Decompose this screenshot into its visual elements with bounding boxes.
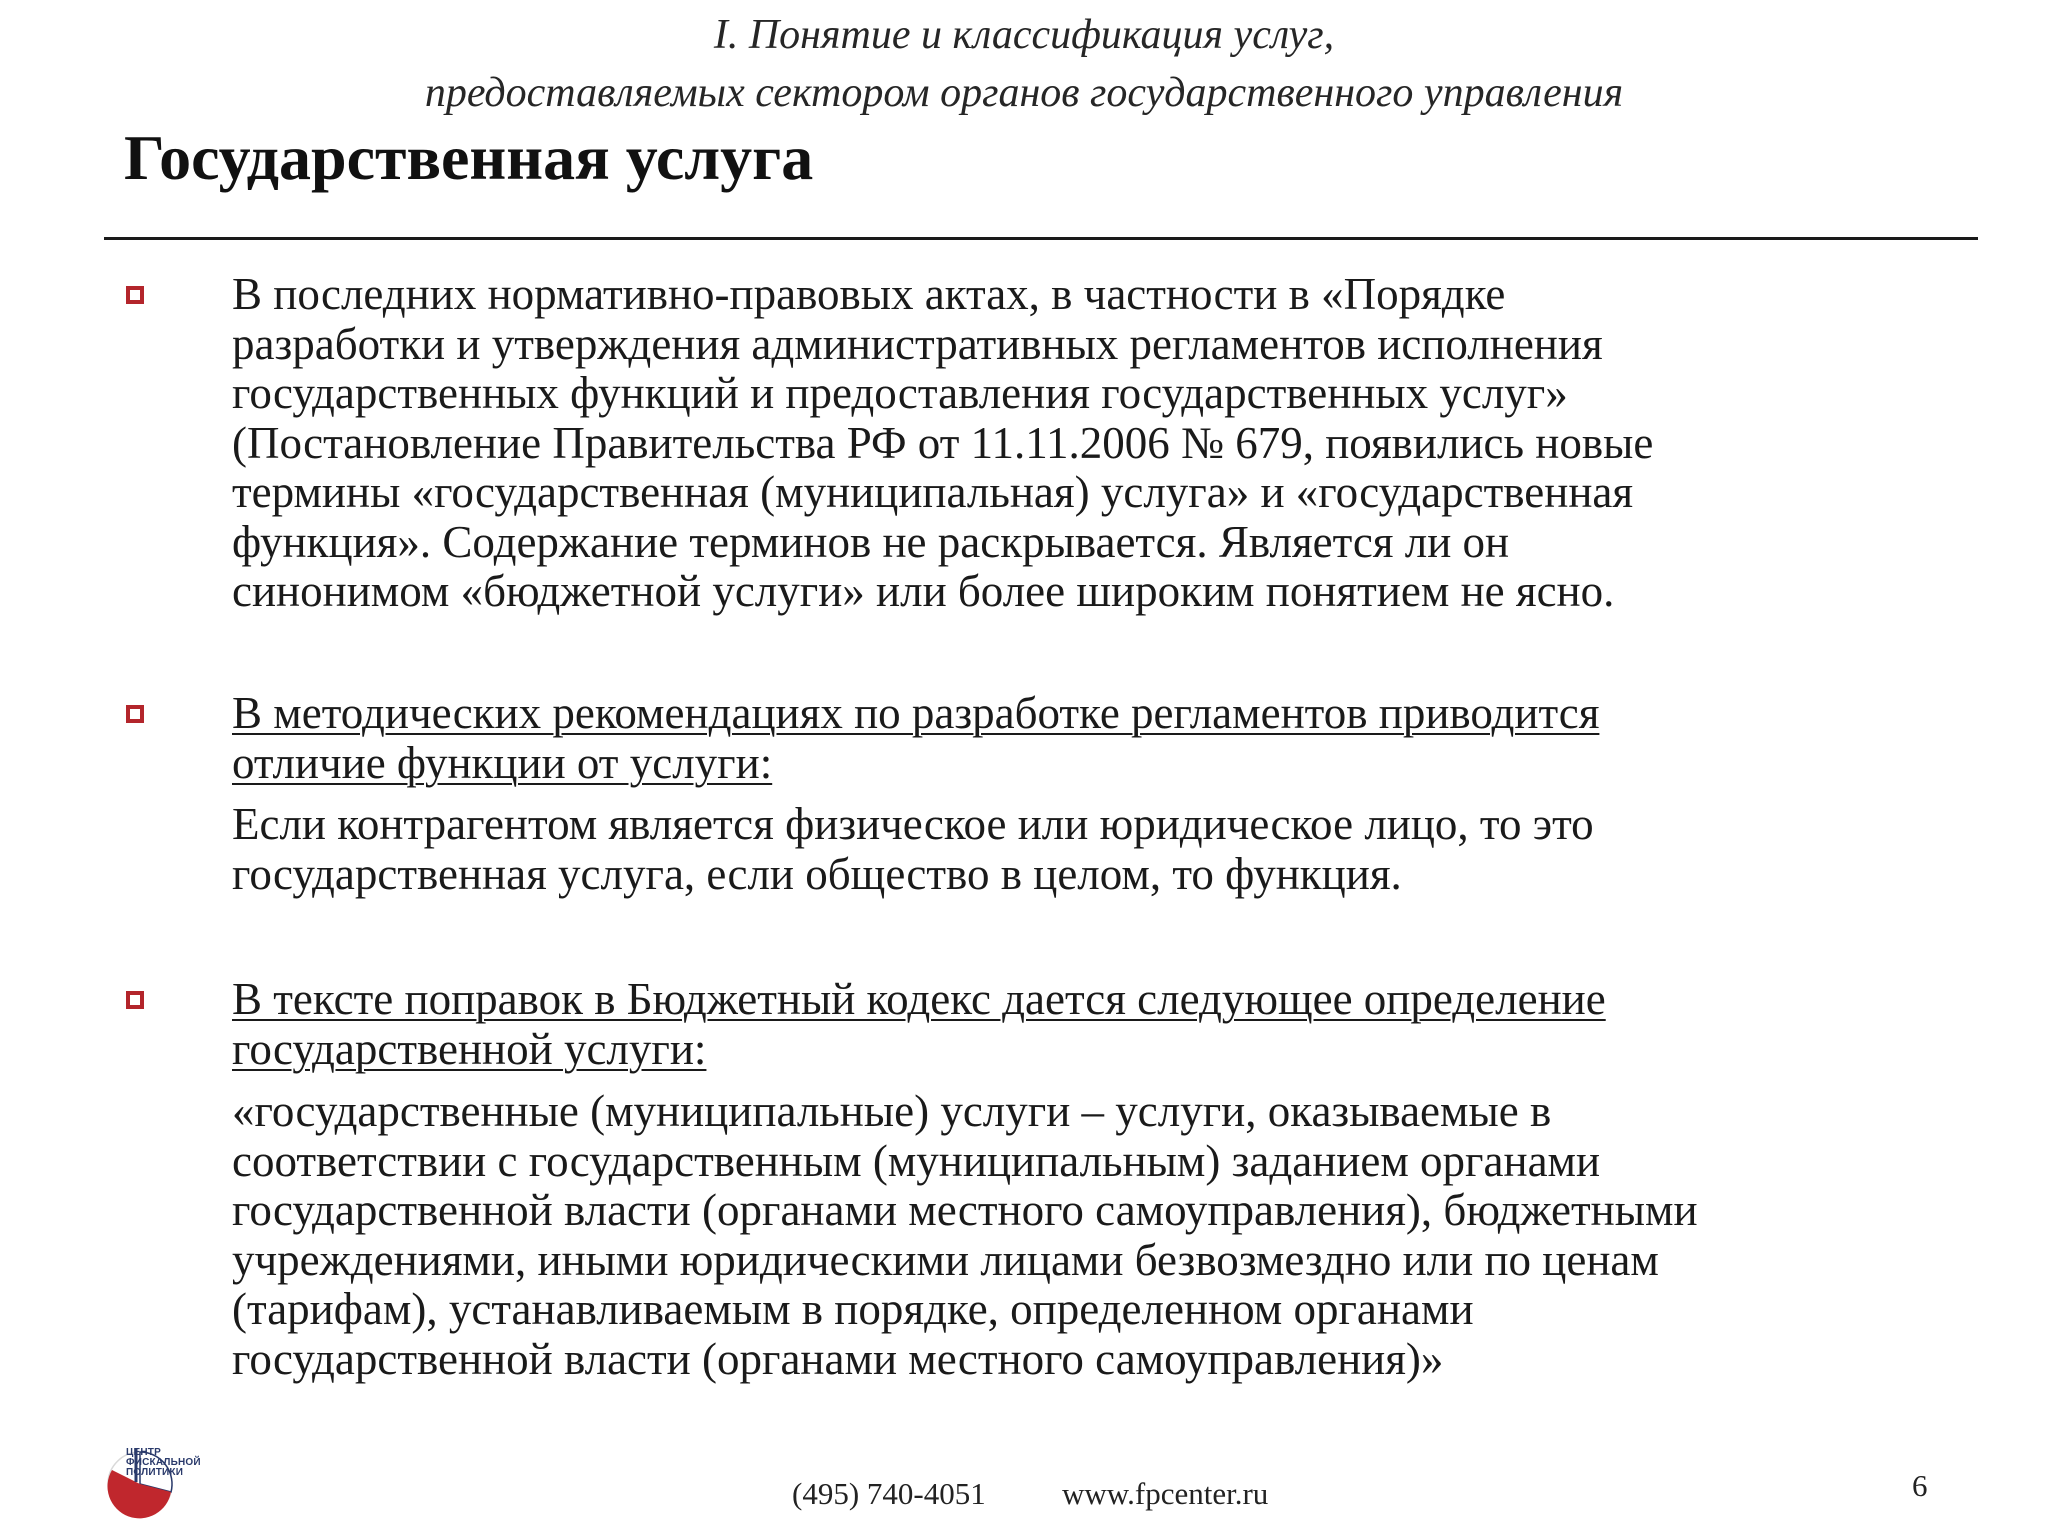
bullet-body-line: (тарифам), устанавливаемым в порядке, определенном органами [232,1284,1474,1334]
logo-caption [126,1448,201,1478]
square-bullet-icon [126,705,144,723]
bullet-line: государственных функций и предоставления государственных услуг» [232,368,1568,418]
bullet-line: функция». Содержание терминов не раскрывается. Является ли он [232,516,1510,567]
bullet-line: разработки и утверждения административных регламентов исполнения [232,318,1603,369]
bullet-heading-line: В тексте поправок в Бюджетный кодекс дается следующее определение [232,974,1606,1024]
footer-phone: (495) 740-4051 [792,1476,986,1511]
square-bullet-icon [126,286,144,304]
square-bullet-icon [126,991,144,1009]
bullet-line: термины «государственная (муниципальная) услуга» и «государственная [232,467,1634,517]
bullet-body [232,1087,1698,1384]
bullet-body [232,800,1594,899]
section-header [0,6,2048,122]
section-header-line-1: I. Понятие и классификация услуг, [713,12,1335,58]
footer-website[interactable]: www.fpcenter.ru [1062,1476,1269,1511]
bullet-body-line: соответствии с государственным (муниципальным) заданием органами [232,1135,1601,1186]
bullet-body-line: государственной власти (органами местного самоуправления)» [232,1333,1444,1384]
bullet-heading [232,689,1599,788]
bullet-body-line: государственная услуга, если общество в целом, то функция. [232,848,1402,899]
bullet-line: (Постановление Правительства РФ от 11.11.2006 № 679, появились новые [232,417,1654,468]
bullet-line: синонимом «бюджетной услуги» или более широким понятием не ясно. [232,566,1615,616]
logo-caption-line: ЦЕНТР [126,1447,161,1458]
slide-title: Государственная услуга [124,122,814,193]
title-divider [104,237,1978,240]
bullet-body-line: «государственные (муниципальные) услуги – услуги, оказываемые в [232,1086,1552,1136]
bullet-heading-line: отличие функции от услуги: [232,737,773,788]
page-number: 6 [1912,1468,1928,1503]
bullet-text [232,270,1653,617]
logo-caption-line: ПОЛИТИКИ [126,1467,184,1478]
bullet-body-line: государственной власти (органами местного самоуправления), бюджетными [232,1185,1698,1235]
bullet-heading [232,975,1606,1074]
bullet-heading-line: В методических рекомендациях по разработке регламентов приводится [232,688,1600,738]
bullet-heading-line: государственной услуги: [232,1023,707,1074]
logo-caption-line: ФИСКАЛЬНОЙ [126,1457,201,1468]
bullet-body-line: Если контрагентом является физическое или юридическое лицо, то это [232,799,1594,849]
bullet-line: В последних нормативно-правовых актах, в частности в «Порядке [232,269,1506,319]
section-header-line-2: предоставляемых сектором органов государственного управления [424,70,1624,116]
bullet-body-line: учреждениями, иными юридическими лицами безвозмездно или по ценам [232,1234,1659,1285]
